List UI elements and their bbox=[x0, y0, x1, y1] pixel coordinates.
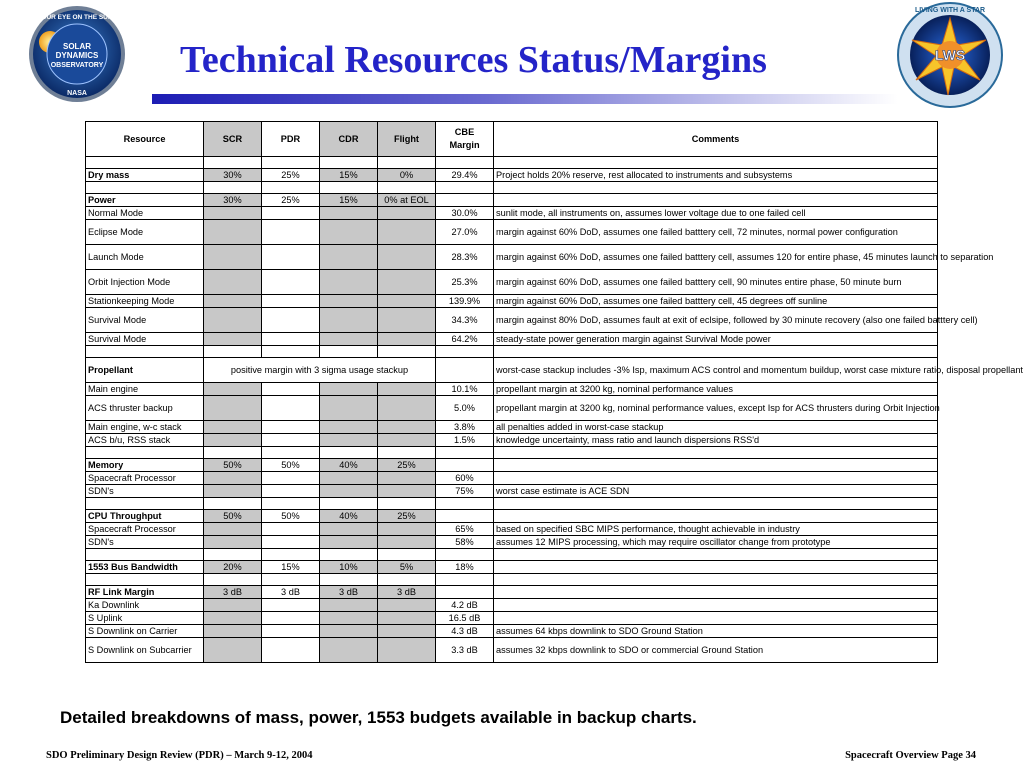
row-cbe: 29.4% bbox=[436, 169, 494, 182]
header-cbe-line2: Margin bbox=[449, 140, 480, 150]
row-comment: worst case estimate is ACE SDN bbox=[494, 485, 938, 498]
table-row bbox=[86, 270, 938, 295]
row-scr: 30% bbox=[204, 194, 262, 207]
spacer-row bbox=[86, 182, 938, 194]
row-comment bbox=[494, 194, 938, 207]
spacer-row bbox=[86, 574, 938, 586]
row-resource: Spacecraft Processor bbox=[86, 523, 204, 536]
table-row bbox=[86, 561, 938, 574]
row-cbe: 18% bbox=[436, 561, 494, 574]
row-comment: assumes 32 kbps downlink to SDO or commercial Ground Station bbox=[494, 638, 938, 663]
spacer-row bbox=[86, 498, 938, 510]
table-row bbox=[86, 220, 938, 245]
row-resource: Dry mass bbox=[86, 169, 204, 182]
row-cbe: 10.1% bbox=[436, 383, 494, 396]
row-comment: assumes 64 kbps downlink to SDO Ground Station bbox=[494, 625, 938, 638]
row-resource: RF Link Margin bbox=[86, 586, 204, 599]
row-cbe bbox=[436, 358, 494, 383]
row-resource: S Uplink bbox=[86, 612, 204, 625]
row-cbe: 58% bbox=[436, 536, 494, 549]
row-resource: Propellant bbox=[86, 358, 204, 383]
spacer-row bbox=[86, 157, 938, 169]
row-resource: Spacecraft Processor bbox=[86, 472, 204, 485]
row-pdr: 25% bbox=[262, 194, 320, 207]
row-cbe: 27.0% bbox=[436, 220, 494, 245]
row-flight: 3 dB bbox=[378, 586, 436, 599]
row-cbe: 64.2% bbox=[436, 333, 494, 346]
row-pdr: 25% bbox=[262, 169, 320, 182]
header-cbe-line1: CBE bbox=[454, 127, 475, 137]
table-row bbox=[86, 523, 938, 536]
row-scr: 30% bbox=[204, 169, 262, 182]
row-cbe: 60% bbox=[436, 472, 494, 485]
row-cbe: 16.5 dB bbox=[436, 612, 494, 625]
row-cbe: 65% bbox=[436, 523, 494, 536]
row-flight: 25% bbox=[378, 510, 436, 523]
header-flight: Flight bbox=[378, 122, 436, 157]
table-row bbox=[86, 333, 938, 346]
table-row bbox=[86, 396, 938, 421]
row-cbe: 3.3 dB bbox=[436, 638, 494, 663]
row-scr: 50% bbox=[204, 510, 262, 523]
row-comment: margin against 60% DoD, assumes one failed batttery cell, 45 degrees off sunline bbox=[494, 295, 938, 308]
table-row bbox=[86, 358, 938, 383]
row-flight: 25% bbox=[378, 459, 436, 472]
table-row bbox=[86, 612, 938, 625]
table-row bbox=[86, 459, 938, 472]
sdo-logo-line1: SOLAR bbox=[63, 42, 91, 51]
row-resource: Survival Mode bbox=[86, 333, 204, 346]
table-row bbox=[86, 485, 938, 498]
table-row bbox=[86, 194, 938, 207]
table-row bbox=[86, 207, 938, 220]
table-row bbox=[86, 472, 938, 485]
row-cbe: 3.8% bbox=[436, 421, 494, 434]
lws-logo-top-text: LIVING WITH A STAR bbox=[914, 7, 986, 14]
row-resource: Orbit Injection Mode bbox=[86, 270, 204, 295]
table-row bbox=[86, 625, 938, 638]
sdo-mission-logo-icon bbox=[26, 4, 128, 104]
table-row bbox=[86, 295, 938, 308]
row-cdr: 15% bbox=[320, 194, 378, 207]
header-cbe-margin bbox=[436, 122, 494, 157]
row-comment: based on specified SBC MIPS performance, thought achievable in industry bbox=[494, 523, 938, 536]
row-scr: 3 dB bbox=[204, 586, 262, 599]
table-header-row bbox=[86, 122, 938, 157]
row-resource: Memory bbox=[86, 459, 204, 472]
footer-left: SDO Preliminary Design Review (PDR) – March 9-12, 2004 bbox=[46, 750, 313, 761]
row-cbe: 25.3% bbox=[436, 270, 494, 295]
row-pdr: 3 dB bbox=[262, 586, 320, 599]
row-resource: Ka Downlink bbox=[86, 599, 204, 612]
table-row bbox=[86, 599, 938, 612]
row-resource: S Downlink on Subcarrier bbox=[86, 638, 204, 663]
row-resource: Main engine, w-c stack bbox=[86, 421, 204, 434]
spacer-row bbox=[86, 447, 938, 459]
resources-margin-table bbox=[85, 121, 1023, 663]
row-cbe: 1.5% bbox=[436, 434, 494, 447]
row-span-note: positive margin with 3 sigma usage stackup bbox=[204, 358, 436, 383]
row-cbe: 30.0% bbox=[436, 207, 494, 220]
row-resource: CPU Throughput bbox=[86, 510, 204, 523]
header-pdr: PDR bbox=[262, 122, 320, 157]
row-comment: margin against 60% DoD, assumes one failed batttery cell, 90 minutes entire phase, 50 minute burn bbox=[494, 270, 938, 295]
row-resource: S Downlink on Carrier bbox=[86, 625, 204, 638]
table-row bbox=[86, 586, 938, 599]
header-comments: Comments bbox=[494, 122, 938, 157]
lws-program-logo-icon bbox=[894, 0, 1006, 110]
row-resource: Power bbox=[86, 194, 204, 207]
row-cbe: 75% bbox=[436, 485, 494, 498]
row-comment: steady-state power generation margin against Survival Mode power bbox=[494, 333, 938, 346]
row-cdr: 40% bbox=[320, 459, 378, 472]
row-flight: 0% bbox=[378, 169, 436, 182]
row-resource: ACS thruster backup bbox=[86, 396, 204, 421]
row-resource: Main engine bbox=[86, 383, 204, 396]
sdo-logo-top-text: OUR EYE ON THE SUN bbox=[41, 14, 113, 21]
row-comment: margin against 80% DoD, assumes fault at exit of eclsipe, followed by 30 minute recovery (also one failed batttery cell) bbox=[494, 308, 938, 333]
row-comment: sunlit mode, all instruments on, assumes lower voltage due to one failed cell bbox=[494, 207, 938, 220]
sdo-logo-line3: OBSERVATORY bbox=[50, 62, 104, 69]
row-comment: Project holds 20% reserve, rest allocated to instruments and subsystems bbox=[494, 169, 938, 182]
row-cbe: 28.3% bbox=[436, 245, 494, 270]
table-row bbox=[86, 638, 938, 663]
row-flight: 5% bbox=[378, 561, 436, 574]
row-resource: Stationkeeping Mode bbox=[86, 295, 204, 308]
row-cdr: 15% bbox=[320, 169, 378, 182]
row-pdr: 50% bbox=[262, 459, 320, 472]
row-resource: Survival Mode bbox=[86, 308, 204, 333]
row-comment: knowledge uncertainty, mass ratio and launch dispersions RSS'd bbox=[494, 434, 938, 447]
row-resource: 1553 Bus Bandwidth bbox=[86, 561, 204, 574]
row-comment: propellant margin at 3200 kg, nominal performance values bbox=[494, 383, 938, 396]
sdo-logo-line2: DYNAMICS bbox=[55, 51, 99, 60]
spacer-row bbox=[86, 549, 938, 561]
row-cbe: 139.9% bbox=[436, 295, 494, 308]
table-row bbox=[86, 169, 938, 182]
spacer-row bbox=[86, 346, 938, 358]
backup-charts-note: Detailed breakdowns of mass, power, 1553 budgets available in backup charts. bbox=[60, 708, 697, 727]
row-scr: 20% bbox=[204, 561, 262, 574]
row-scr: 50% bbox=[204, 459, 262, 472]
page-title: Technical Resources Status/Margins bbox=[180, 39, 767, 81]
table-row bbox=[86, 434, 938, 447]
row-resource: Normal Mode bbox=[86, 207, 204, 220]
title-underline bbox=[152, 94, 898, 104]
row-comment: assumes 12 MIPS processing, which may require oscillator change from prototype bbox=[494, 536, 938, 549]
table-row bbox=[86, 245, 938, 270]
table-row bbox=[86, 308, 938, 333]
row-comment: worst-case stackup includes -3% Isp, maximum ACS control and momentum buildup, worst case mixture ratio, disposal propellant bbox=[494, 358, 938, 383]
row-resource: SDN's bbox=[86, 536, 204, 549]
table-row bbox=[86, 383, 938, 396]
row-cbe: 5.0% bbox=[436, 396, 494, 421]
row-cdr: 40% bbox=[320, 510, 378, 523]
header-resource: Resource bbox=[86, 122, 204, 157]
row-resource: Eclipse Mode bbox=[86, 220, 204, 245]
row-comment: all penalties added in worst-case stackup bbox=[494, 421, 938, 434]
lws-logo-center-text: LWS bbox=[934, 47, 966, 63]
row-comment: propellant margin at 3200 kg, nominal performance values, except Isp for ACS thrusters during Orbit Injection bbox=[494, 396, 938, 421]
table-row bbox=[86, 510, 938, 523]
row-comment: margin against 60% DoD, assumes one failed batttery cell, assumes 120 for entire phase, 45 minutes launch to separation bbox=[494, 245, 938, 270]
row-pdr: 50% bbox=[262, 510, 320, 523]
row-resource: ACS b/u, RSS stack bbox=[86, 434, 204, 447]
row-cdr: 3 dB bbox=[320, 586, 378, 599]
row-cbe: 34.3% bbox=[436, 308, 494, 333]
row-cdr: 10% bbox=[320, 561, 378, 574]
row-resource: SDN's bbox=[86, 485, 204, 498]
row-cbe: 4.2 dB bbox=[436, 599, 494, 612]
row-comment: margin against 60% DoD, assumes one failed batttery cell, 72 minutes, normal power configuration bbox=[494, 220, 938, 245]
table-row bbox=[86, 421, 938, 434]
table-row bbox=[86, 536, 938, 549]
header-scr: SCR bbox=[204, 122, 262, 157]
row-pdr: 15% bbox=[262, 561, 320, 574]
row-cbe: 4.3 dB bbox=[436, 625, 494, 638]
footer-page-number: Spacecraft Overview Page 34 bbox=[845, 750, 976, 761]
header-cdr: CDR bbox=[320, 122, 378, 157]
sdo-logo-bottom-text: NASA bbox=[67, 90, 87, 97]
row-flight: 0% at EOL bbox=[378, 194, 436, 207]
row-cbe bbox=[436, 194, 494, 207]
row-resource: Launch Mode bbox=[86, 245, 204, 270]
